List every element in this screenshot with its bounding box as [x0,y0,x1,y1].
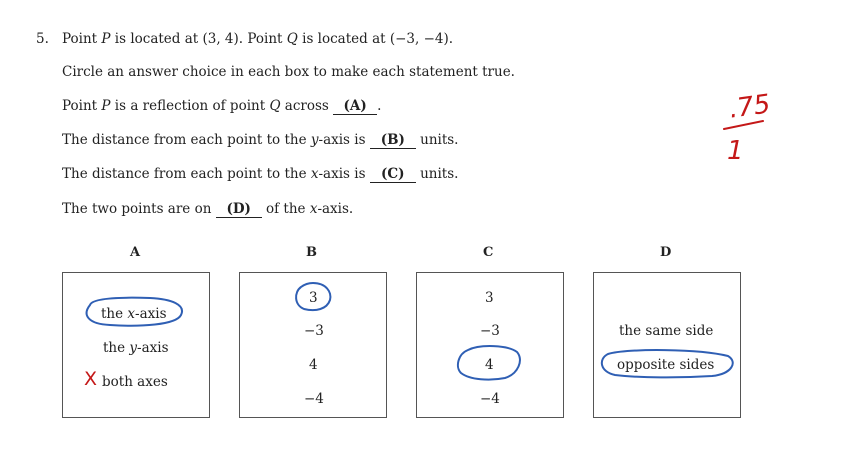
var-p: P [101,31,111,47]
option-both-axes[interactable]: both axes [102,374,168,390]
statement-text: units. [415,166,459,182]
option-c-neg4[interactable]: −4 [480,391,500,407]
statement-text: of the [261,201,310,217]
option-b-neg3[interactable]: −3 [304,323,324,339]
var-q: Q [286,31,298,47]
statement-text: units. [415,132,459,148]
blank-d: (D) [216,202,262,218]
var-axis: x [127,306,136,322]
statement-text: The distance from each point to the [62,132,311,148]
option-b-neg4[interactable]: −4 [304,391,324,407]
intro-text: is located at (−3, −4). [297,31,454,47]
box-c-header: C [483,245,494,260]
blank-b: (B) [370,133,416,149]
var-axis: x [309,201,318,217]
statement-text: -axis is [318,132,370,148]
var-axis: y [129,340,138,356]
option-b-3[interactable]: 3 [309,290,318,306]
option-opposite-sides[interactable]: opposite sides [617,357,715,373]
statement-text: Point [62,98,102,114]
box-d-header: D [660,245,672,260]
statement-text: -axis. [317,201,354,217]
statement-text: The distance from each point to the [62,166,311,182]
intro-text: is located at (3, 4). Point [110,31,287,47]
statement-text: The two points are on [62,201,216,217]
option-c-3[interactable]: 3 [485,290,494,306]
box-b-header: B [306,245,317,260]
option-text: the [103,340,130,356]
option-same-side[interactable]: the same side [619,323,714,339]
var-axis: x [310,166,319,182]
statement-text: across [280,98,334,114]
option-text: -axis [137,340,169,356]
box-a-header: A [130,245,141,260]
option-text: -axis [135,306,167,322]
var-axis: y [310,132,319,148]
option-c-neg3[interactable]: −3 [480,323,500,339]
cross-mark: X [84,368,98,390]
blank-a: (A) [333,99,377,115]
statement-text: -axis is [318,166,370,182]
score-denominator: 1 [727,136,744,166]
option-text: the [101,306,128,322]
statement-text: . [377,98,382,114]
blank-c: (C) [370,167,416,183]
statement-text: is a reflection of point [110,98,270,114]
var-q: Q [269,98,281,114]
instruction: Circle an answer choice in each box to make each statement true. [62,64,515,80]
option-b-4[interactable]: 4 [309,357,318,373]
intro-text: Point [62,31,102,47]
option-c-4[interactable]: 4 [485,357,494,373]
score-numerator: .75 [727,89,773,125]
question-number: 5. [36,31,49,47]
var-p: P [101,98,111,114]
